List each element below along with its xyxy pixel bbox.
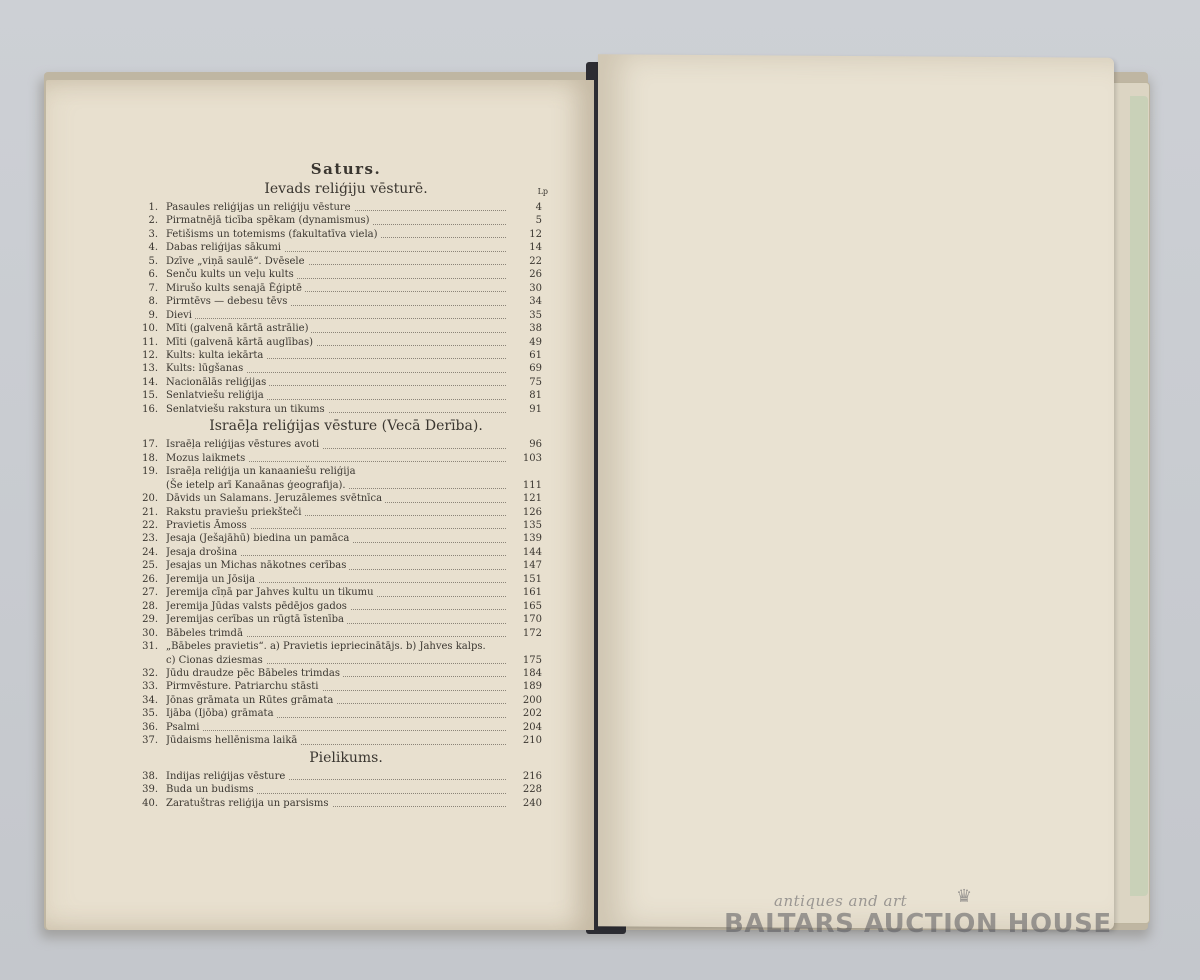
entry-page-number: 184 — [522, 667, 542, 679]
toc-entry — [130, 295, 542, 308]
entry-text-wrap — [166, 783, 506, 796]
entry-page-number: 175 — [522, 654, 542, 666]
toc-entry — [130, 228, 542, 241]
entry-text-wrap — [166, 389, 506, 402]
entry-page-number: 49 — [529, 336, 542, 348]
entry-title: Pirmatnējā ticība spēkam (dynamismus) — [166, 215, 373, 226]
entry-page-number: 96 — [529, 439, 542, 451]
entry-page-number: 12 — [529, 228, 542, 240]
toc-entry — [130, 492, 542, 505]
entry-number: 21. — [142, 506, 158, 518]
toc-entry — [130, 403, 542, 416]
section-heading — [150, 181, 548, 198]
entry-title: Ijāba (Ijōba) grāmata — [166, 708, 277, 719]
entry-text-wrap — [166, 519, 506, 532]
entry-text-wrap — [166, 770, 506, 783]
toc-entry — [130, 268, 542, 281]
entry-title: „Bābeles pravietis“. a) Pravietis iepriecinātājs. b) Jahves kalps. c) Cionas dziesmas — [166, 641, 486, 666]
entry-number: 19. — [142, 466, 158, 478]
section-heading-text: Ievads reliģiju vēsturē. — [264, 181, 428, 197]
entry-number: 32. — [142, 667, 158, 679]
entry-text-wrap — [166, 573, 506, 586]
toc-entry — [130, 707, 542, 720]
entry-number: 36. — [142, 721, 158, 733]
entry-title: Kults: lūgšanas — [166, 363, 246, 374]
entry-number: 22. — [142, 519, 158, 531]
entry-number: 4. — [148, 242, 158, 254]
entry-text-wrap — [166, 734, 506, 747]
entry-text-wrap — [166, 532, 506, 545]
entry-title: Israēļa reliģijas vēstures avoti — [166, 439, 322, 450]
entry-page-number: 126 — [522, 506, 542, 518]
dot-leader — [166, 730, 506, 731]
entry-number: 20. — [142, 493, 158, 505]
section-heading — [150, 418, 542, 435]
toc-entry — [130, 349, 542, 362]
entry-title: Jesaja (Ješajāhū) biedina un pamāca — [166, 533, 352, 544]
entry-title: Bābeles trimdā — [166, 628, 246, 639]
entry-number: 40. — [142, 797, 158, 809]
entry-number: 15. — [142, 390, 158, 402]
entry-number: 6. — [148, 269, 158, 281]
page-edges — [1130, 96, 1148, 896]
entry-title: Mīti (galvenā kārtā auglības) — [166, 337, 316, 348]
entry-title: Buda un budisms — [166, 784, 257, 795]
entry-text-wrap — [166, 613, 506, 626]
entry-page-number: 200 — [522, 694, 542, 706]
entry-page-number: 111 — [522, 479, 542, 491]
entry-number: 35. — [142, 708, 158, 720]
entry-number: 31. — [142, 641, 158, 653]
entry-text-wrap — [166, 438, 506, 451]
entry-title: Pirmtēvs — debesu tēvs — [166, 296, 290, 307]
toc-entry — [130, 640, 542, 667]
entry-number: 10. — [142, 323, 158, 335]
watermark-tagline: antiques and art — [774, 892, 908, 910]
entry-text-wrap — [166, 322, 506, 335]
entry-title: Jeremija cīņā par Jahves kultu un tikumu — [166, 587, 377, 598]
section-heading — [150, 750, 542, 767]
page-column-label: Lp — [537, 187, 548, 196]
entry-text-wrap — [166, 228, 506, 241]
toc-entry — [130, 627, 542, 640]
toc-entry — [130, 734, 542, 747]
toc-entry — [130, 452, 542, 465]
entry-text-wrap — [166, 452, 506, 465]
entry-number: 17. — [142, 439, 158, 451]
toc-sections — [130, 181, 548, 810]
entry-page-number: 22 — [529, 255, 542, 267]
entry-number: 16. — [142, 403, 158, 415]
entry-text-wrap — [166, 241, 506, 254]
section-heading-text: Pielikums. — [309, 749, 383, 766]
entry-title: Senču kults un veļu kults — [166, 269, 297, 280]
entry-number: 14. — [142, 376, 158, 388]
entry-number: 18. — [142, 452, 158, 464]
entry-page-number: 170 — [522, 614, 542, 626]
entry-page-number: 91 — [529, 403, 542, 415]
entry-text-wrap — [166, 255, 506, 268]
entry-title: Senlatviešu reliģija — [166, 390, 267, 401]
entry-text-wrap — [166, 403, 506, 416]
entry-text-wrap — [166, 465, 506, 492]
entry-text-wrap — [166, 600, 506, 613]
entry-page-number: 75 — [529, 376, 542, 388]
toc-entry — [130, 322, 542, 335]
entry-title: Pasaules reliģijas un reliģiju vēsture — [166, 202, 354, 213]
entry-title: Dabas reliģijas sākumi — [166, 242, 284, 253]
toc-entry — [130, 721, 542, 734]
entry-number: 11. — [142, 336, 158, 348]
entry-page-number: 34 — [529, 296, 542, 308]
toc-entry — [130, 506, 542, 519]
entry-page-number: 14 — [529, 242, 542, 254]
entry-page-number: 35 — [529, 309, 542, 321]
toc-entry — [130, 438, 542, 451]
entry-title: Jeremija Jūdas valsts pēdējos gados — [166, 601, 350, 612]
entry-page-number: 144 — [522, 546, 542, 558]
toc-entry — [130, 783, 542, 796]
entry-text-wrap — [166, 268, 506, 281]
entry-number: 1. — [148, 202, 158, 213]
entry-page-number: 61 — [529, 349, 542, 361]
entry-text-wrap — [166, 336, 506, 349]
entry-number: 3. — [148, 228, 158, 240]
entry-page-number: 161 — [522, 587, 542, 599]
entry-number: 34. — [142, 694, 158, 706]
toc-entry — [130, 586, 542, 599]
entry-page-number: 216 — [522, 770, 542, 782]
entry-title: Jōnas grāmata un Rūtes grāmata — [166, 695, 336, 706]
entry-title: Jesajas un Michas nākotnes cerības — [166, 560, 349, 571]
table-of-contents — [130, 160, 548, 810]
toc-entry — [130, 201, 542, 214]
entry-title: Kults: kulta iekārta — [166, 350, 266, 361]
entry-page-number: 139 — [522, 533, 542, 545]
entry-text-wrap — [166, 640, 506, 667]
entry-title: Jūdaisms hellēnisma laikā — [166, 735, 300, 746]
entry-number: 9. — [148, 309, 158, 321]
entry-text-wrap — [166, 282, 506, 295]
entry-page-number: 210 — [522, 735, 542, 747]
entry-page-number: 26 — [529, 269, 542, 281]
entry-text-wrap — [166, 707, 506, 720]
toc-entry — [130, 680, 542, 693]
entry-page-number: 81 — [529, 390, 542, 402]
entry-page-number: 4 — [535, 202, 542, 213]
entry-number: 30. — [142, 627, 158, 639]
entry-text-wrap — [166, 506, 506, 519]
entry-title: Pirmvēsture. Patriarchu stāsti — [166, 681, 322, 692]
entry-page-number: 202 — [522, 708, 542, 720]
entry-number: 12. — [142, 349, 158, 361]
toc-entry — [130, 309, 542, 322]
entry-page-number: 204 — [522, 721, 542, 733]
entry-title: Psalmi — [166, 722, 202, 733]
entry-number: 23. — [142, 533, 158, 545]
entry-page-number: 189 — [522, 681, 542, 693]
toc-entry — [130, 546, 542, 559]
toc-entry — [130, 255, 542, 268]
toc-entry — [130, 573, 542, 586]
entry-number: 38. — [142, 770, 158, 782]
section-heading-text: Israēļa reliģijas vēsture (Vecā Derība). — [209, 418, 483, 435]
entry-text-wrap — [166, 680, 506, 693]
entry-title: Jeremijas cerības un rūgtā īstenība — [166, 614, 347, 625]
entry-number: 8. — [148, 296, 158, 308]
entry-page-number: 30 — [529, 282, 542, 294]
toc-entry — [130, 282, 542, 295]
entry-number: 27. — [142, 587, 158, 599]
entry-text-wrap — [166, 694, 506, 707]
entry-text-wrap — [166, 376, 506, 389]
entry-title: Jesaja drošina — [166, 547, 240, 558]
entry-title: Mīti (galvenā kārtā astrālie) — [166, 323, 311, 334]
entry-title: Mirušo kults senajā Ēģiptē — [166, 283, 305, 294]
entry-number: 13. — [142, 363, 158, 375]
entry-page-number: 228 — [522, 784, 542, 796]
entry-title: Indijas reliģijas vēsture — [166, 771, 288, 782]
entry-text-wrap — [166, 492, 506, 505]
entry-number: 25. — [142, 560, 158, 572]
dot-leader — [166, 318, 506, 319]
toc-entry — [130, 600, 542, 613]
toc-entry — [130, 613, 542, 626]
toc-entry — [130, 797, 542, 810]
entry-number: 33. — [142, 681, 158, 693]
toc-entry — [130, 389, 542, 402]
toc-entry — [130, 214, 542, 227]
entry-number: 26. — [142, 573, 158, 585]
toc-entry — [130, 336, 542, 349]
entry-title: Israēļa reliģija un kanaaniešu reliģija (Še ietelp arī Kanaānas ģeografija). — [166, 466, 356, 491]
entry-text-wrap — [166, 559, 506, 572]
entry-number: 39. — [142, 784, 158, 796]
entry-title: Mozus laikmets — [166, 453, 248, 464]
entry-text-wrap — [166, 214, 506, 227]
toc-entry — [130, 770, 542, 783]
entry-title: Jūdu draudze pēc Bābeles trimdas — [166, 668, 343, 679]
entry-title: Rakstu praviešu priekšteči — [166, 507, 304, 518]
toc-entry — [130, 362, 542, 375]
toc-entry — [130, 559, 542, 572]
entry-page-number: 103 — [522, 452, 542, 464]
entry-number: 7. — [148, 282, 158, 294]
entry-text-wrap — [166, 721, 506, 734]
entry-number: 29. — [142, 614, 158, 626]
entry-number: 37. — [142, 735, 158, 747]
entry-page-number: 121 — [522, 493, 542, 505]
toc-entry — [130, 241, 542, 254]
entry-text-wrap — [166, 295, 506, 308]
entry-text-wrap — [166, 797, 506, 810]
entry-title: Dievi — [166, 310, 195, 321]
toc-entry — [130, 376, 542, 389]
toc-entry — [130, 532, 542, 545]
entry-title: Nacionālās reliģijas — [166, 377, 269, 388]
entry-page-number: 151 — [522, 573, 542, 585]
entry-page-number: 135 — [522, 519, 542, 531]
toc-entry — [130, 465, 542, 492]
entry-text-wrap — [166, 201, 506, 214]
entry-title: Fetišisms un totemisms (fakultatīva viela) — [166, 229, 381, 240]
entry-page-number: 240 — [522, 797, 542, 809]
right-page-blank — [598, 54, 1114, 930]
entry-title: Dāvids un Salamans. Jeruzālemes svētnīca — [166, 493, 385, 504]
toc-entry — [130, 694, 542, 707]
entry-text-wrap — [166, 586, 506, 599]
entry-number: 28. — [142, 600, 158, 612]
entry-number: 5. — [148, 255, 158, 267]
entry-text-wrap — [166, 349, 506, 362]
toc-entry — [130, 667, 542, 680]
entry-page-number: 69 — [529, 363, 542, 375]
entry-text-wrap — [166, 309, 506, 322]
entry-title: Pravietis Āmoss — [166, 520, 250, 531]
entry-number: 2. — [148, 215, 158, 227]
entry-title: Senlatviešu rakstura un tikums — [166, 404, 328, 415]
entry-title: Dzīve „viņā saulē“. Dvēsele — [166, 256, 308, 267]
entry-title: Jeremija un Jōsija — [166, 574, 258, 585]
watermark — [724, 886, 1112, 939]
entry-text-wrap — [166, 546, 506, 559]
entry-page-number: 5 — [535, 215, 542, 227]
entry-page-number: 172 — [522, 627, 542, 639]
entry-title: Zaratuštras reliģija un parsisms — [166, 798, 332, 809]
toc-entry — [130, 519, 542, 532]
crown-icon: ♛ — [956, 886, 973, 907]
entry-number: 24. — [142, 546, 158, 558]
entry-page-number: 165 — [522, 600, 542, 612]
entry-text-wrap — [166, 362, 506, 375]
watermark-brand: BALTARS AUCTION HOUSE — [724, 909, 1112, 939]
entry-text-wrap — [166, 627, 506, 640]
entry-page-number: 38 — [529, 323, 542, 335]
entry-text-wrap — [166, 667, 506, 680]
entry-page-number: 147 — [522, 560, 542, 572]
toc-title: Saturs. — [310, 160, 382, 178]
